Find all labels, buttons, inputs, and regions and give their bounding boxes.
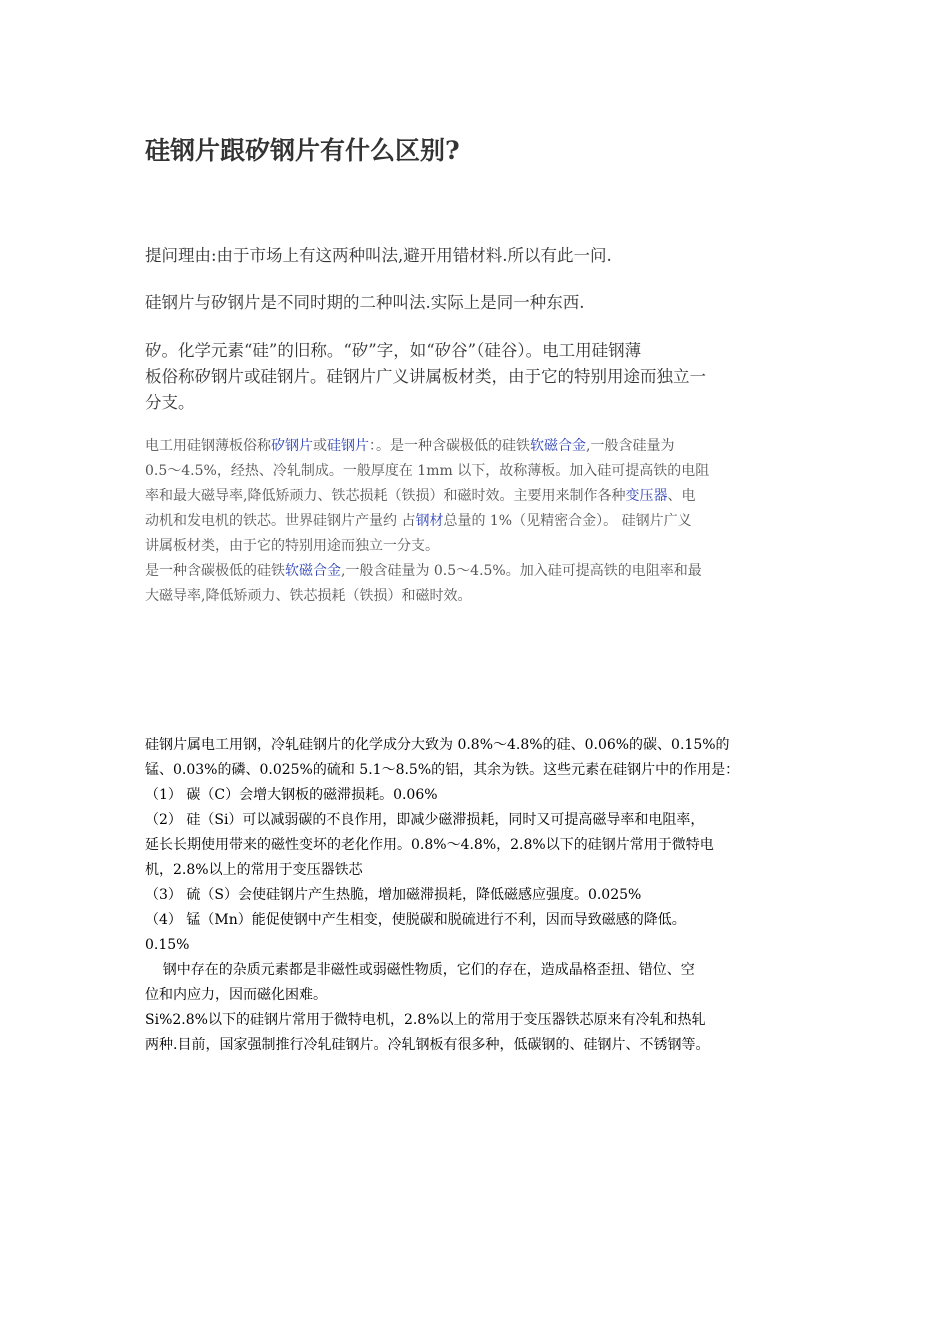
page-title: 硅钢片跟矽钢片有什么区别? [145, 136, 460, 165]
link-xi-steel-sheet[interactable]: 矽钢片 [271, 438, 313, 454]
link-soft-magnetic-alloy[interactable]: 软磁合金 [530, 438, 586, 454]
composition-line: （1） 碳（C）会增大钢板的磁滞损耗。0.06% [145, 787, 438, 803]
composition-line: 两种.目前，国家强制推行冷轧硅钢片。冷轧钢板有很多种，低碳钢的、硅钢片、不锈钢等。 [145, 1037, 710, 1053]
link-steel[interactable]: 钢材 [415, 513, 444, 529]
text: 动机和发电机的铁芯。世界硅钢片产量约 占 [145, 513, 416, 529]
composition-line: 钢中存在的杂质元素都是非磁性或弱磁性物质，它们的存在，造成晶格歪扭、错位、空 [145, 962, 695, 978]
text: 是一种含碳极低的硅铁 [145, 563, 285, 579]
link-soft-magnetic-alloy-2[interactable]: 软磁合金 [285, 563, 341, 579]
text: ：。是一种含碳极低的硅铁 [369, 438, 530, 454]
xi-line: 板俗称矽钢片或硅钢片。硅钢片广义讲属板材类，由于它的特别用途而独立一 [145, 367, 706, 386]
text: ,一般含硅量为 0.5～4.5%。加入硅可提高铁的电阻率和最 [341, 563, 702, 579]
link-silicon-steel-sheet[interactable]: 硅钢片 [327, 438, 369, 454]
xi-line: 分支。 [145, 393, 195, 412]
text: 率和最大磁导率,降低矫顽力、铁芯损耗（铁损）和磁时效。主要用来制作各种 [145, 488, 626, 504]
detail-line: 讲属板材类，由于它的特别用途而独立一分支。 [145, 538, 439, 554]
composition-line: 锰、0.03%的磷、0.025%的硫和 5.1～8.5%的铝，其余为铁。这些元素在硅钢片中的作用是： [145, 762, 740, 778]
text: 或 [313, 438, 327, 454]
composition-line: 机，2.8%以上的常用于变压器铁芯 [145, 862, 363, 878]
detail-paragraph [145, 434, 815, 609]
composition-line: 位和内应力，因而磁化困难。 [145, 987, 327, 1003]
text: 总量的 1%（见精密合金）。 硅钢片广义 [443, 513, 692, 529]
detail-line: 大磁导率,降低矫顽力、铁芯损耗（铁损）和磁时效。 [145, 588, 472, 604]
composition-line: 延长长期使用带来的磁性变坏的老化作用。0.8%～4.8%，2.8%以下的硅钢片常用于微特电 [145, 837, 714, 853]
composition-line: 硅钢片属电工用钢，冷轧硅钢片的化学成分大致为 0.8%～4.8%的硅、0.06%的碳、0.15%的 [145, 737, 730, 753]
answer-short: 硅钢片与矽钢片是不同时期的二种叫法.实际上是同一种东西. [145, 293, 585, 312]
question-reason: 提问理由:由于市场上有这两种叫法,避开用错材料.所以有此一问. [145, 246, 612, 265]
composition-line: 0.15% [145, 937, 190, 953]
xi-line: 矽。化学元素“硅”的旧称。“矽”字，如“矽谷”（硅谷）。电工用硅钢薄 [145, 341, 642, 360]
text: 、电 [667, 488, 696, 504]
detail-line [145, 484, 815, 509]
detail-line [145, 559, 815, 584]
composition-line: Si%2.8%以下的硅钢片常用于微特电机，2.8%以上的常用于变压器铁芯原来有冷轧和热轧 [145, 1012, 706, 1028]
detail-line [145, 434, 815, 459]
text: 电工用硅钢薄板俗称 [145, 438, 271, 454]
composition-paragraph [145, 733, 815, 1058]
detail-line [145, 509, 815, 534]
composition-line: （2） 硅（Si）可以减弱碳的不良作用，即减少磁滞损耗，同时又可提高磁导率和电阻率， [145, 812, 705, 828]
composition-line: （4） 锰（Mn）能促使钢中产生相变，使脱碳和脱硫进行不利，因而导致磁感的降低。 [145, 912, 686, 928]
detail-line: 0.5～4.5%，经热、冷轧制成。一般厚度在 1mm 以下，故称薄板。加入硅可提高铁的电阻 [145, 463, 710, 479]
link-transformer[interactable]: 变压器 [625, 488, 668, 504]
text: ,一般含硅量为 [586, 438, 675, 454]
xi-paragraph [145, 338, 805, 416]
composition-line: （3） 硫（S）会使硅钢片产生热脆，增加磁滞损耗，降低磁感应强度。0.025% [145, 887, 642, 903]
